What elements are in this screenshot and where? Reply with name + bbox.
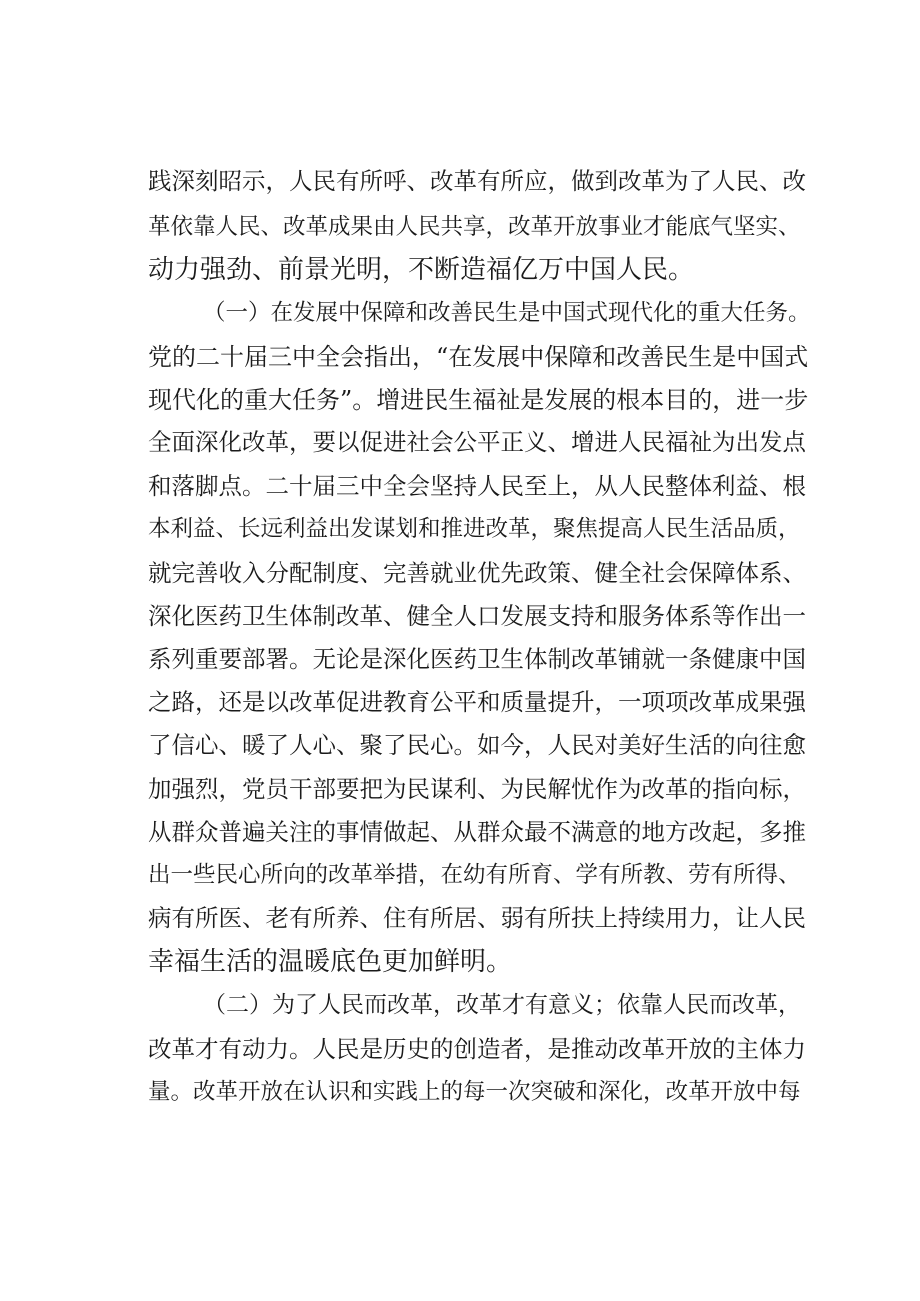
- heading-line: （一）在发展中保障和改善民生是中国式现代化的重大任务。: [203, 300, 811, 326]
- text-line: 现代化的重大任务”。增进民生福祉是发展的根本目的，进一步: [148, 386, 809, 414]
- text-line: 本利益、长远利益出发谋划和推进改革，聚焦提高人民生活品质，: [148, 516, 801, 542]
- text-line: 就完善收入分配制度、完善就业优先政策、健全社会保障体系、: [148, 559, 806, 587]
- text-line: 出一些民心所向的改革举措，在幼有所育、学有所教、劳有所得、: [148, 862, 801, 888]
- text-line: 践深刻昭示，人民有所呼、改革有所应，做到改革为了人民、改: [148, 167, 806, 195]
- text-line: 系列重要部署。无论是深化医药卫生体制改革铺就一条健康中国: [148, 645, 806, 673]
- text-line: 党的二十届三中全会指出，“在发展中保障和改善民生是中国式: [148, 343, 809, 371]
- heading-line: （二）为了人民而改革，改革才有意义；依靠人民而改革，: [203, 992, 801, 1018]
- text-line: 幸福生活的温暖底色更加鲜明。: [148, 947, 513, 977]
- text-line: 病有所医、老有所养、住有所居、弱有所扶上持续用力，让人民: [148, 904, 806, 932]
- text-line: 量。改革开放在认识和实践上的每一次突破和深化，改革开放中每: [148, 1079, 801, 1105]
- text-line: 和落脚点。二十届三中全会坚持人民至上，从人民整体利益、根: [148, 472, 806, 500]
- text-line: 动力强劲、前景光明，不断造福亿万中国人民。: [148, 255, 695, 285]
- text-line: 加强烈，党员干部要把为民谋利、为民解忧作为改革的指向标，: [148, 775, 806, 803]
- text-line: 从群众普遍关注的事情做起、从群众最不满意的地方改起，多推: [148, 818, 806, 846]
- text-line: 革依靠人民、改革成果由人民共享，改革开放事业才能底气坚实、: [148, 214, 801, 240]
- text-line: 深化医药卫生体制改革、健全人口发展支持和服务体系等作出一: [148, 602, 806, 630]
- text-line: 全面深化改革，要以促进社会公平正义、增进人民福祉为出发点: [148, 428, 806, 456]
- text-line: 了信心、暖了人心、聚了民心。如今，人民对美好生活的向往愈: [148, 731, 806, 759]
- text-line: 之路，还是以改革促进教育公平和质量提升，一项项改革成果强: [148, 688, 806, 716]
- text-line: 改革才有动力。人民是历史的创造者，是推动改革开放的主体力: [148, 1035, 806, 1063]
